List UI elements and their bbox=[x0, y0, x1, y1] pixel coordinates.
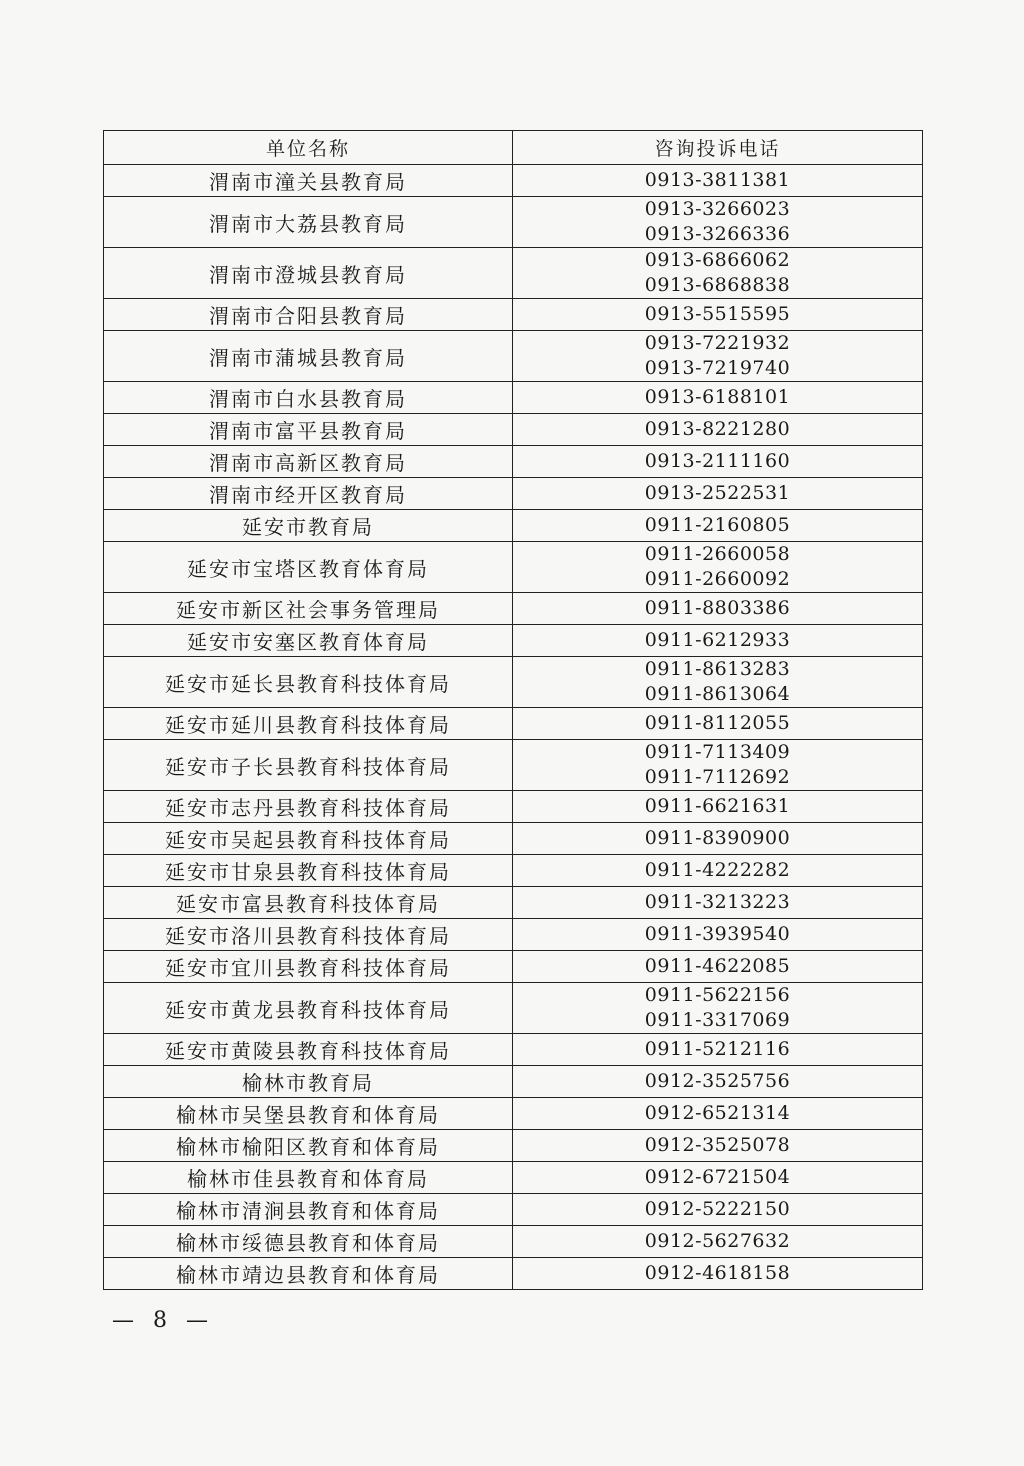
contact-table bbox=[103, 130, 923, 1290]
phone-number: 0913-2522531 bbox=[644, 482, 791, 504]
unit-name-cell: 延安市延川县教育科技体育局 bbox=[104, 708, 513, 740]
phone-number: 0911-2660058 bbox=[644, 543, 791, 565]
phone-number: 0911-2660092 bbox=[644, 568, 791, 590]
phone-number: 0912-4618158 bbox=[644, 1262, 791, 1284]
unit-name-cell: 渭南市澄城县教育局 bbox=[104, 248, 513, 299]
phone-cell bbox=[513, 951, 923, 983]
unit-name-cell: 延安市甘泉县教育科技体育局 bbox=[104, 855, 513, 887]
phone-cell bbox=[513, 510, 923, 542]
phone-number: 0912-3525756 bbox=[644, 1070, 791, 1092]
phone-cell bbox=[513, 823, 923, 855]
phone-cell bbox=[513, 165, 923, 197]
table-row bbox=[104, 165, 923, 197]
phone-number: 0913-8221280 bbox=[644, 418, 791, 440]
phone-number: 0911-4222282 bbox=[644, 859, 791, 881]
phone-number: 0913-5515595 bbox=[644, 303, 791, 325]
phone-number: 0913-7219740 bbox=[644, 357, 791, 379]
phone-number: 0911-8112055 bbox=[644, 712, 791, 734]
phone-cell bbox=[513, 382, 923, 414]
unit-name-cell: 延安市吴起县教育科技体育局 bbox=[104, 823, 513, 855]
phone-number: 0913-6188101 bbox=[644, 386, 791, 408]
table-row bbox=[104, 1130, 923, 1162]
phone-cell bbox=[513, 983, 923, 1034]
phone-number: 0912-5222150 bbox=[644, 1198, 791, 1220]
phone-cell bbox=[513, 197, 923, 248]
phone-number: 0913-6866062 bbox=[644, 249, 791, 271]
table-row bbox=[104, 1162, 923, 1194]
table-row bbox=[104, 542, 923, 593]
unit-name-cell: 榆林市佳县教育和体育局 bbox=[104, 1162, 513, 1194]
unit-name-cell: 延安市洛川县教育科技体育局 bbox=[104, 919, 513, 951]
phone-number: 0913-3266336 bbox=[644, 223, 791, 245]
phone-number: 0912-6721504 bbox=[644, 1166, 791, 1188]
phone-cell bbox=[513, 1130, 923, 1162]
unit-name-cell: 渭南市蒲城县教育局 bbox=[104, 331, 513, 382]
unit-name-cell: 延安市延长县教育科技体育局 bbox=[104, 657, 513, 708]
phone-cell bbox=[513, 1098, 923, 1130]
unit-name-cell: 延安市教育局 bbox=[104, 510, 513, 542]
unit-name-cell: 榆林市清涧县教育和体育局 bbox=[104, 1194, 513, 1226]
unit-name-cell: 渭南市大荔县教育局 bbox=[104, 197, 513, 248]
table-row bbox=[104, 791, 923, 823]
table-row bbox=[104, 855, 923, 887]
table-row bbox=[104, 823, 923, 855]
table-row bbox=[104, 740, 923, 791]
table-row bbox=[104, 1258, 923, 1290]
table-row bbox=[104, 983, 923, 1034]
phone-number: 0911-4622085 bbox=[644, 955, 791, 977]
table-row bbox=[104, 299, 923, 331]
phone-number: 0911-3939540 bbox=[644, 923, 791, 945]
unit-name-cell: 延安市安塞区教育体育局 bbox=[104, 625, 513, 657]
phone-cell bbox=[513, 740, 923, 791]
phone-number: 0911-7112692 bbox=[644, 766, 791, 788]
table-row bbox=[104, 1194, 923, 1226]
unit-name-cell: 延安市宝塔区教育体育局 bbox=[104, 542, 513, 593]
phone-number: 0912-6521314 bbox=[644, 1102, 791, 1124]
phone-number: 0911-6212933 bbox=[644, 629, 791, 651]
phone-number: 0911-3317069 bbox=[644, 1009, 791, 1031]
column-header-unit-name: 单位名称 bbox=[104, 131, 513, 165]
unit-name-cell: 渭南市白水县教育局 bbox=[104, 382, 513, 414]
phone-number: 0912-5627632 bbox=[644, 1230, 791, 1252]
phone-number: 0913-2111160 bbox=[644, 450, 791, 472]
table-row bbox=[104, 919, 923, 951]
unit-name-cell: 榆林市教育局 bbox=[104, 1066, 513, 1098]
phone-number: 0911-5212116 bbox=[644, 1038, 791, 1060]
phone-cell bbox=[513, 478, 923, 510]
table-row bbox=[104, 510, 923, 542]
phone-number: 0913-3811381 bbox=[644, 169, 791, 191]
phone-cell bbox=[513, 1194, 923, 1226]
phone-number: 0913-7221932 bbox=[644, 332, 791, 354]
phone-cell bbox=[513, 1034, 923, 1066]
phone-cell bbox=[513, 593, 923, 625]
phone-number: 0911-5622156 bbox=[644, 984, 791, 1006]
phone-cell bbox=[513, 708, 923, 740]
page-number: — 8 — bbox=[112, 1308, 214, 1333]
table-row bbox=[104, 1066, 923, 1098]
phone-number: 0911-6621631 bbox=[644, 795, 791, 817]
unit-name-cell: 渭南市合阳县教育局 bbox=[104, 299, 513, 331]
header-row bbox=[104, 131, 923, 165]
phone-cell bbox=[513, 299, 923, 331]
phone-cell bbox=[513, 1258, 923, 1290]
phone-cell bbox=[513, 1162, 923, 1194]
table-row bbox=[104, 1098, 923, 1130]
unit-name-cell: 延安市志丹县教育科技体育局 bbox=[104, 791, 513, 823]
phone-number: 0913-3266023 bbox=[644, 198, 791, 220]
table-row bbox=[104, 657, 923, 708]
phone-cell bbox=[513, 331, 923, 382]
unit-name-cell: 延安市子长县教育科技体育局 bbox=[104, 740, 513, 791]
phone-cell bbox=[513, 919, 923, 951]
phone-cell bbox=[513, 414, 923, 446]
table-row bbox=[104, 1034, 923, 1066]
phone-number: 0911-8803386 bbox=[644, 597, 791, 619]
table-row bbox=[104, 197, 923, 248]
phone-number: 0911-7113409 bbox=[644, 741, 791, 763]
unit-name-cell: 延安市富县教育科技体育局 bbox=[104, 887, 513, 919]
phone-number: 0911-3213223 bbox=[644, 891, 791, 913]
unit-name-cell: 延安市新区社会事务管理局 bbox=[104, 593, 513, 625]
phone-number: 0911-8613283 bbox=[644, 658, 791, 680]
phone-cell bbox=[513, 248, 923, 299]
phone-number: 0913-6868838 bbox=[644, 274, 791, 296]
table-row bbox=[104, 625, 923, 657]
phone-cell bbox=[513, 855, 923, 887]
phone-cell bbox=[513, 1066, 923, 1098]
unit-name-cell: 渭南市高新区教育局 bbox=[104, 446, 513, 478]
table-header bbox=[104, 131, 923, 165]
phone-cell bbox=[513, 657, 923, 708]
phone-cell bbox=[513, 542, 923, 593]
table-row bbox=[104, 1226, 923, 1258]
table-row bbox=[104, 331, 923, 382]
phone-cell bbox=[513, 625, 923, 657]
table-row bbox=[104, 951, 923, 983]
phone-number: 0911-8613064 bbox=[644, 683, 791, 705]
unit-name-cell: 渭南市潼关县教育局 bbox=[104, 165, 513, 197]
phone-cell bbox=[513, 791, 923, 823]
phone-cell bbox=[513, 446, 923, 478]
unit-name-cell: 渭南市富平县教育局 bbox=[104, 414, 513, 446]
unit-name-cell: 延安市黄陵县教育科技体育局 bbox=[104, 1034, 513, 1066]
phone-number: 0911-8390900 bbox=[644, 827, 791, 849]
table-row bbox=[104, 382, 923, 414]
table-body bbox=[104, 165, 923, 1290]
unit-name-cell: 渭南市经开区教育局 bbox=[104, 478, 513, 510]
column-header-phone: 咨询投诉电话 bbox=[513, 131, 923, 165]
table-row bbox=[104, 887, 923, 919]
table-row bbox=[104, 446, 923, 478]
unit-name-cell: 榆林市吴堡县教育和体育局 bbox=[104, 1098, 513, 1130]
phone-number: 0911-2160805 bbox=[644, 514, 791, 536]
phone-cell bbox=[513, 1226, 923, 1258]
unit-name-cell: 榆林市榆阳区教育和体育局 bbox=[104, 1130, 513, 1162]
phone-number: 0912-3525078 bbox=[644, 1134, 791, 1156]
table-row bbox=[104, 478, 923, 510]
table-row bbox=[104, 248, 923, 299]
unit-name-cell: 榆林市绥德县教育和体育局 bbox=[104, 1226, 513, 1258]
unit-name-cell: 延安市宜川县教育科技体育局 bbox=[104, 951, 513, 983]
table-row bbox=[104, 708, 923, 740]
unit-name-cell: 榆林市靖边县教育和体育局 bbox=[104, 1258, 513, 1290]
phone-cell bbox=[513, 887, 923, 919]
unit-name-cell: 延安市黄龙县教育科技体育局 bbox=[104, 983, 513, 1034]
table-row bbox=[104, 414, 923, 446]
table-row bbox=[104, 593, 923, 625]
